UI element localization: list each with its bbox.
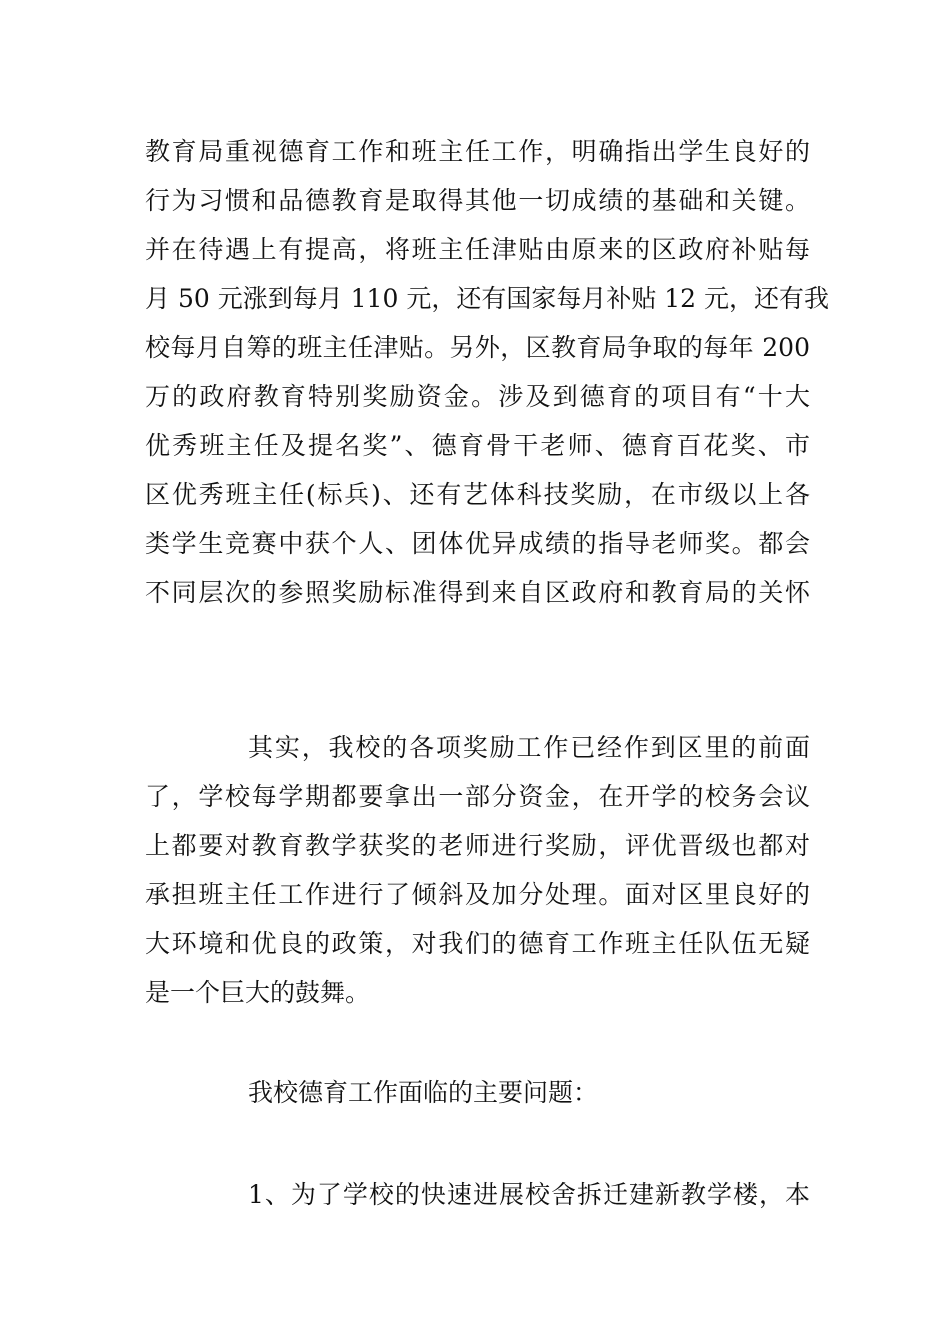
section-heading — [145, 1068, 810, 1117]
text-line: 承担班主任工作进行了倾斜及加分处理。面对区里良好的 — [145, 880, 810, 909]
text-line: 1、为了学校的快速进展校舍拆迁建新教学楼，本 — [248, 1180, 810, 1209]
paragraph-rewards — [145, 127, 830, 617]
text-line: 校每月自筹的班主任津贴。另外，区教育局争取的每年 200 — [145, 333, 810, 362]
text-line: 类学生竞赛中获个人、团体优异成绩的指导老师奖。都会 — [145, 529, 810, 558]
text-line: 教育局重视德育工作和班主任工作，明确指出学生良好的 — [145, 137, 810, 166]
text-line: 上都要对教育教学获奖的老师进行奖励，评优晋级也都对 — [145, 831, 810, 860]
heading-text: 我校德育工作面临的主要问题： — [248, 1078, 599, 1107]
text-line: 是一个巨大的鼓舞。 — [145, 978, 371, 1007]
text-line: 区优秀班主任(标兵)、还有艺体科技奖励，在市级以上各 — [145, 480, 810, 509]
text-line: 其实，我校的各项奖励工作已经作到区里的前面 — [248, 733, 810, 762]
text-line: 并在待遇上有提高，将班主任津贴由原来的区政府补贴每 — [145, 235, 810, 264]
text-line: 大环境和优良的政策，对我们的德育工作班主任队伍无疑 — [145, 929, 810, 958]
text-line: 万的政府教育特别奖励资金。涉及到德育的项目有“十大 — [145, 382, 810, 411]
list-item-1 — [145, 1170, 810, 1219]
paragraph-school-rewards — [145, 723, 810, 1017]
text-line: 月 50 元涨到每月 110 元，还有国家每月补贴 12 元，还有我 — [145, 284, 830, 313]
text-line: 不同层次的参照奖励标准得到来自区政府和教育局的关怀 — [145, 578, 810, 607]
text-line: 优秀班主任及提名奖”、德育骨干老师、德育百花奖、市 — [145, 431, 810, 460]
text-line: 行为习惯和品德教育是取得其他一切成绩的基础和关键。 — [145, 186, 810, 215]
text-line: 了，学校每学期都要拿出一部分资金，在开学的校务会议 — [145, 782, 810, 811]
